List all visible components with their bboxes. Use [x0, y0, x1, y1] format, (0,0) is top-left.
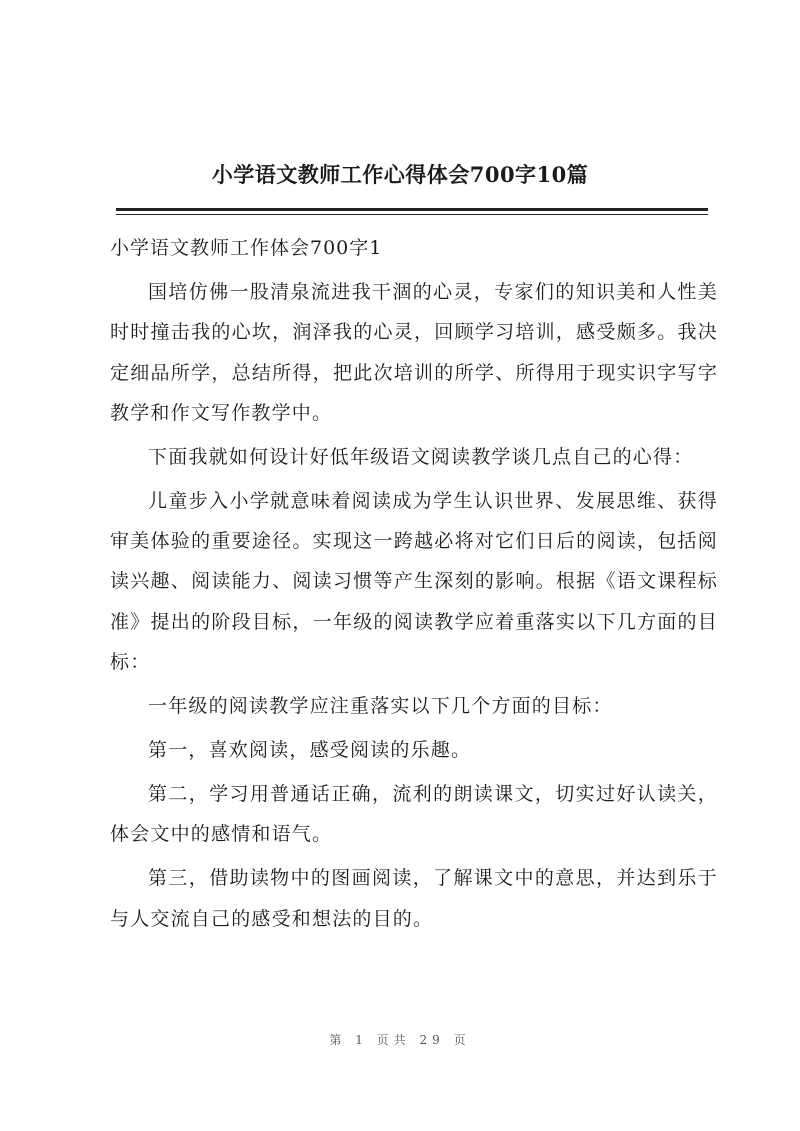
document-body [110, 228, 718, 939]
paragraph-5: 第一，喜欢阅读，感受阅读的乐趣。 [148, 739, 472, 761]
document-title: 小学语文教师工作心得体会700字10篇 [211, 162, 589, 187]
paragraph-7: 第三，借助读物中的图画阅读，了解课文中的意思，并达到乐于与人交流自己的感受和想法的目的。 [110, 867, 718, 930]
paragraph-2: 下面我就如何设计好低年级语文阅读教学谈几点自己的心得： [148, 445, 694, 468]
page-footer: 第 1 页共 29 页 [329, 1033, 471, 1047]
title-divider [116, 208, 708, 211]
paragraph-3: 儿童步入小学就意味着阅读成为学生认识世界、发展思维、获得审美体验的重要途径。实现这一跨越必将对它们日后的阅读，包括阅读兴趣、阅读能力、阅读习惯等产生深刻的影响。根据《语文课程标准》提出的阶段目标，一年级的阅读教学应着重落实以下几方面的目标： [110, 489, 718, 674]
section-heading: 小学语文教师工作体会700字1 [110, 237, 383, 259]
title-divider-thin [116, 214, 708, 215]
paragraph-4: 一年级的阅读教学应注重落实以下几个方面的目标： [148, 695, 613, 718]
paragraph-1: 国培仿佛一股清泉流进我干涸的心灵，专家们的知识美和人性美时时撞击我的心坎，润泽我的心灵，回顾学习培训，感受颇多。我决定细品所学，总结所得，把此次培训的所学、所得用于现实识字写字教学和作文写作教学中。 [110, 280, 718, 424]
paragraph-6: 第二，学习用普通话正确，流利的朗读课文，切实过好认读关，体会文中的感情和语气。 [110, 782, 718, 846]
